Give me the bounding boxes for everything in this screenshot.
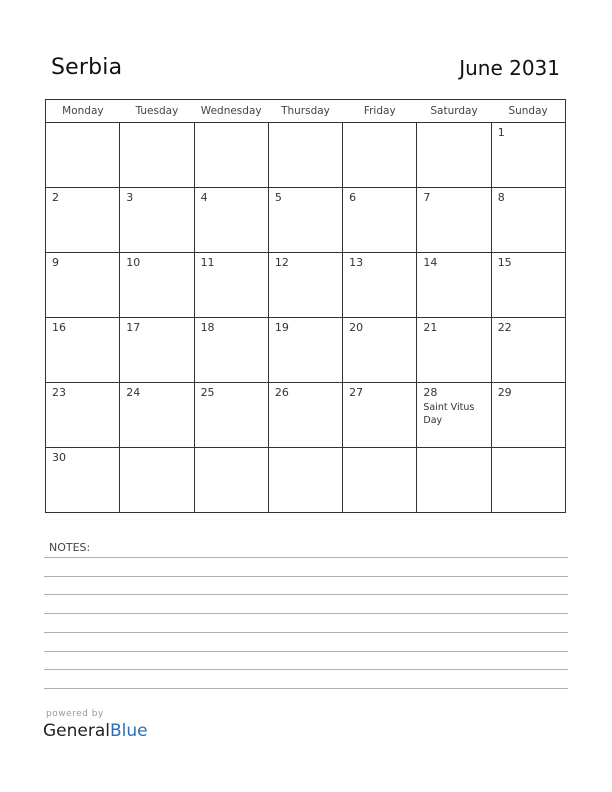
calendar-day-cell[interactable] (268, 123, 342, 188)
calendar-day-cell[interactable] (120, 188, 194, 253)
day-number: 5 (274, 191, 282, 204)
day-number: 6 (349, 191, 357, 204)
country-title: Serbia (51, 55, 123, 80)
calendar-day-cell[interactable] (491, 318, 565, 383)
day-number (343, 448, 416, 451)
month-year-title: June 2031 (459, 56, 560, 80)
day-number: 29 (497, 386, 512, 399)
calendar-day-cell[interactable] (120, 253, 194, 318)
day-number: 1 (497, 126, 505, 139)
day-number (269, 448, 342, 451)
brand-logo[interactable] (43, 721, 148, 741)
day-number: 10 (126, 256, 141, 269)
weekday-header: Tuesday (120, 100, 194, 123)
calendar-day-cell[interactable] (491, 448, 565, 513)
calendar-day-cell[interactable] (491, 383, 565, 448)
day-number (492, 448, 565, 451)
calendar-day-cell[interactable] (194, 318, 268, 383)
weekday-header-row (46, 100, 566, 123)
day-number: 17 (126, 321, 141, 334)
day-number: 24 (126, 386, 141, 399)
day-number: 25 (200, 386, 215, 399)
note-line (44, 632, 568, 633)
day-number (417, 448, 490, 451)
day-number (417, 123, 490, 126)
calendar-day-cell[interactable] (268, 253, 342, 318)
calendar-day-cell[interactable] (194, 448, 268, 513)
calendar-day-cell[interactable] (46, 318, 120, 383)
day-number: 27 (349, 386, 364, 399)
calendar-day-cell[interactable] (194, 188, 268, 253)
calendar-day-cell[interactable] (120, 318, 194, 383)
day-number: 28 (423, 386, 438, 399)
note-line (44, 557, 568, 558)
calendar-day-cell[interactable] (120, 123, 194, 188)
weekday-header: Monday (46, 100, 120, 123)
calendar-day-cell[interactable] (417, 448, 491, 513)
day-number: 23 (52, 386, 66, 399)
day-number: 20 (349, 321, 364, 334)
weekday-header: Saturday (417, 100, 491, 123)
day-number (343, 123, 416, 126)
calendar-day-cell[interactable] (194, 253, 268, 318)
calendar-day-cell[interactable] (343, 253, 417, 318)
calendar-day-cell[interactable] (343, 123, 417, 188)
note-line (44, 688, 568, 689)
day-number: 21 (423, 321, 438, 334)
calendar-day-cell[interactable] (46, 253, 120, 318)
calendar-day-cell[interactable] (268, 448, 342, 513)
day-number: 7 (423, 191, 431, 204)
calendar-day-cell[interactable] (417, 383, 491, 448)
holiday-event: Saint Vitus Day (423, 402, 475, 426)
day-number: 16 (52, 321, 66, 334)
calendar-day-cell[interactable] (343, 448, 417, 513)
weekday-header: Wednesday (194, 100, 268, 123)
calendar-day-cell[interactable] (417, 253, 491, 318)
calendar-day-cell[interactable] (343, 318, 417, 383)
calendar-day-cell[interactable] (194, 383, 268, 448)
brand-blue: Blue (110, 721, 148, 741)
calendar-day-cell[interactable] (268, 188, 342, 253)
day-number: 26 (274, 386, 289, 399)
calendar-day-cell[interactable] (417, 123, 491, 188)
day-number: 8 (497, 191, 505, 204)
calendar-day-cell[interactable] (194, 123, 268, 188)
day-number: 2 (52, 191, 59, 204)
day-number: 18 (200, 321, 215, 334)
day-number: 30 (52, 451, 66, 464)
day-number: 3 (126, 191, 134, 204)
day-number (269, 123, 342, 126)
day-number: 12 (274, 256, 289, 269)
day-number (195, 448, 268, 451)
calendar-day-cell[interactable] (46, 123, 120, 188)
note-line (44, 594, 568, 595)
calendar-day-cell[interactable] (417, 318, 491, 383)
calendar-day-cell[interactable] (268, 383, 342, 448)
calendar-day-cell[interactable] (491, 188, 565, 253)
day-number: 4 (200, 191, 208, 204)
day-number (120, 123, 193, 126)
calendar-day-cell[interactable] (120, 448, 194, 513)
calendar-week-row (46, 188, 566, 253)
calendar-week-row (46, 253, 566, 318)
day-number (120, 448, 193, 451)
day-number: 22 (497, 321, 512, 334)
day-number (195, 123, 268, 126)
day-number: 19 (274, 321, 289, 334)
calendar-grid (45, 99, 566, 513)
calendar-week-row (46, 448, 566, 513)
calendar-day-cell[interactable] (491, 123, 565, 188)
calendar-day-cell[interactable] (46, 448, 120, 513)
calendar-day-cell[interactable] (417, 188, 491, 253)
calendar-day-cell[interactable] (120, 383, 194, 448)
note-line (44, 651, 568, 652)
note-line (44, 576, 568, 577)
day-number: 13 (349, 256, 364, 269)
day-number: 11 (200, 256, 215, 269)
calendar-day-cell[interactable] (343, 188, 417, 253)
notes-label: NOTES: (49, 541, 91, 554)
calendar-day-cell[interactable] (46, 188, 120, 253)
note-line (44, 669, 568, 670)
day-number: 9 (52, 256, 59, 269)
day-number: 14 (423, 256, 438, 269)
weekday-header: Friday (343, 100, 417, 123)
calendar-week-row (46, 318, 566, 383)
note-line (44, 613, 568, 614)
day-number (46, 123, 119, 126)
weekday-header: Thursday (268, 100, 342, 123)
calendar-day-cell[interactable] (343, 383, 417, 448)
weekday-header: Sunday (491, 100, 565, 123)
day-number: 15 (497, 256, 512, 269)
brand-general: General (43, 721, 110, 741)
powered-by-text: powered by (46, 709, 104, 719)
calendar-day-cell[interactable] (268, 318, 342, 383)
calendar-week-row (46, 383, 566, 448)
calendar-day-cell[interactable] (491, 253, 565, 318)
calendar-week-row (46, 123, 566, 188)
calendar-day-cell[interactable] (46, 383, 120, 448)
